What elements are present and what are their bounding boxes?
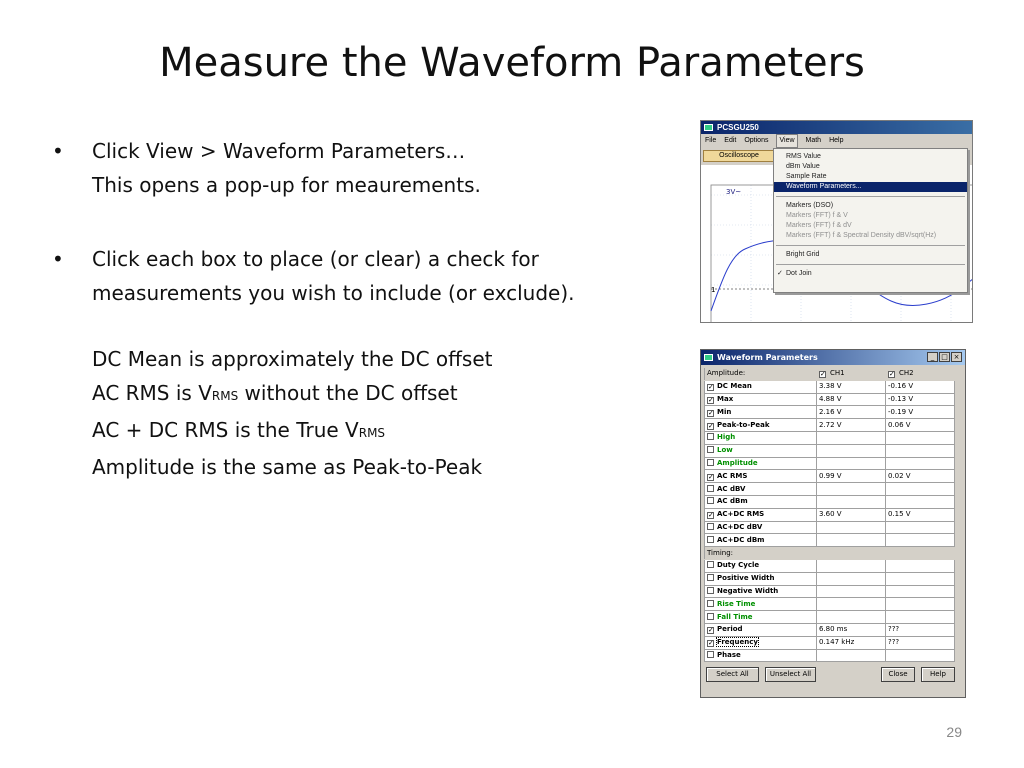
- menu-help[interactable]: Help: [829, 137, 844, 144]
- app-icon: [704, 124, 713, 131]
- menu-item-bright-grid[interactable]: Bright Grid: [786, 251, 820, 258]
- ch2-value: [886, 521, 955, 534]
- timing-header: Timing:: [705, 547, 817, 560]
- param-row-frequency: [705, 636, 955, 649]
- param-name-cell[interactable]: [705, 483, 817, 496]
- ch1-value: [817, 649, 886, 662]
- minimize-icon[interactable]: _: [927, 352, 938, 362]
- bullet-text: • Click each box to place (or clear) a check for: [92, 247, 539, 271]
- param-name-cell[interactable]: [705, 508, 817, 521]
- ch2-value: [886, 483, 955, 496]
- param-checkbox[interactable]: [707, 497, 714, 504]
- ch1-value: [817, 495, 886, 508]
- bullet-view-menu: [52, 134, 662, 202]
- param-checkbox[interactable]: [707, 613, 714, 620]
- menu-item-markers-fft-density[interactable]: Markers (FFT) f & Spectral Density dBV/sqrt(Hz): [786, 232, 937, 239]
- ch1-value: [817, 483, 886, 496]
- ch1-value: [817, 444, 886, 457]
- ch1-value: [817, 598, 886, 611]
- ch1-value: [817, 611, 886, 624]
- dialog-title-bar: [701, 350, 965, 365]
- ch2-value: -0.13 V: [886, 393, 955, 406]
- param-checkbox[interactable]: ✓: [708, 395, 714, 404]
- maximize-icon[interactable]: □: [939, 352, 950, 362]
- ch2-value: 0.02 V: [886, 470, 955, 483]
- param-label: Frequency: [717, 638, 758, 647]
- param-checkbox[interactable]: [707, 587, 714, 594]
- checkmark-icon: ✓: [777, 270, 783, 277]
- ch2-value: [886, 598, 955, 611]
- note-ac-rms: AC RMS is VRMS without the DC offset: [92, 381, 458, 405]
- menu-item-rms-value[interactable]: RMS Value: [786, 153, 821, 160]
- param-checkbox[interactable]: ✓: [708, 472, 714, 481]
- param-row-max: [705, 393, 955, 406]
- ch2-value: [886, 585, 955, 598]
- param-row-ac-dbm: [705, 495, 955, 508]
- param-name-cell[interactable]: [705, 457, 817, 470]
- param-checkbox[interactable]: ✓: [708, 626, 714, 635]
- bullet-text: • Click View > Waveform Parameters…: [92, 139, 466, 163]
- param-label: Positive Width: [717, 574, 775, 583]
- param-label: Duty Cycle: [717, 561, 760, 570]
- ch1-value: 0.147 kHz: [817, 636, 886, 649]
- ch1-value: [817, 534, 886, 547]
- param-label: Amplitude: [717, 458, 758, 467]
- menu-item-dbm-value[interactable]: dBm Value: [786, 163, 820, 170]
- ch1-header[interactable]: [817, 368, 886, 381]
- menu-item-sample-rate[interactable]: Sample Rate: [786, 173, 827, 180]
- menu-separator: [776, 245, 965, 246]
- ch1-value: [817, 585, 886, 598]
- param-checkbox[interactable]: [707, 574, 714, 581]
- param-row-ac-rms: [705, 470, 955, 483]
- param-label: AC dBV: [717, 484, 746, 493]
- dialog-title: Waveform Parameters: [717, 353, 818, 362]
- help-button[interactable]: Help: [921, 667, 955, 682]
- param-row-amplitude: [705, 457, 955, 470]
- param-checkbox[interactable]: ✓: [708, 639, 714, 648]
- ch2-value: ???: [886, 623, 955, 636]
- param-row-ac-dc-rms: [705, 508, 955, 521]
- param-row-ac-dc-dbv: [705, 521, 955, 534]
- param-checkbox[interactable]: [707, 561, 714, 568]
- param-label: Max: [717, 394, 734, 403]
- param-row-ac-dbv: [705, 483, 955, 496]
- ch2-value: [886, 431, 955, 444]
- pcsgu-title: PCSGU250: [717, 123, 759, 132]
- ch1-value: [817, 572, 886, 585]
- param-label: AC+DC RMS: [717, 510, 765, 519]
- menu-item-markers-dso[interactable]: Markers (DSO): [786, 202, 834, 209]
- param-name-cell[interactable]: [705, 559, 817, 572]
- param-checkbox[interactable]: [707, 536, 714, 543]
- ch2-value: -0.19 V: [886, 406, 955, 419]
- param-label: Peak-to-Peak: [717, 420, 770, 429]
- timing-header-row: [705, 547, 955, 560]
- param-name-cell[interactable]: [705, 636, 817, 649]
- menu-item-dot-join[interactable]: [774, 269, 967, 279]
- param-label: AC RMS: [717, 471, 748, 480]
- param-name-cell[interactable]: [705, 393, 817, 406]
- menu-file[interactable]: File: [705, 137, 717, 144]
- bullet-list: [52, 134, 662, 484]
- param-name-cell[interactable]: [705, 534, 817, 547]
- ch1-value: 0.99 V: [817, 470, 886, 483]
- param-label: AC+DC dBV: [717, 522, 763, 531]
- ch1-value: [817, 431, 886, 444]
- ch1-value: 3.38 V: [817, 380, 886, 393]
- amplitude-header: Amplitude:: [705, 368, 817, 381]
- param-name-cell[interactable]: [705, 380, 817, 393]
- unselect-all-button[interactable]: Unselect All: [765, 667, 816, 682]
- ch2-value: 0.15 V: [886, 508, 955, 521]
- param-name-cell[interactable]: [705, 585, 817, 598]
- param-checkbox[interactable]: [707, 523, 714, 530]
- menu-edit[interactable]: Edit: [724, 137, 737, 144]
- param-label: Rise Time: [717, 599, 756, 608]
- param-row-min: [705, 406, 955, 419]
- param-label: AC dBm: [717, 497, 748, 506]
- ch1-value: [817, 457, 886, 470]
- select-all-button[interactable]: Select All: [706, 667, 759, 682]
- param-checkbox[interactable]: ✓: [708, 408, 714, 417]
- ch2-value: [886, 457, 955, 470]
- param-row-fall-time: [705, 611, 955, 624]
- oscilloscope-button[interactable]: Oscilloscope: [703, 150, 775, 162]
- param-name-cell[interactable]: [705, 406, 817, 419]
- param-checkbox[interactable]: [707, 651, 714, 658]
- ch2-value: 0.06 V: [886, 419, 955, 432]
- menu-item-markers-fft-fdv[interactable]: Markers (FFT) f & dV: [786, 222, 852, 229]
- param-name-cell[interactable]: [705, 649, 817, 662]
- param-row-ac-dc-dbm: [705, 534, 955, 547]
- page-number: 29: [946, 724, 962, 740]
- close-icon[interactable]: ×: [951, 352, 962, 362]
- subscript-rms: RMS: [211, 389, 239, 403]
- ch1-value: 2.72 V: [817, 419, 886, 432]
- param-label: DC Mean: [717, 382, 752, 391]
- bullet-text: This opens a pop-up for meaurements.: [92, 173, 481, 197]
- app-icon: [704, 354, 713, 361]
- param-row-low: [705, 444, 955, 457]
- amplitude-header-row: [705, 368, 955, 381]
- menu-separator: [776, 196, 965, 197]
- ch2-label: CH2: [899, 369, 914, 378]
- param-name-cell[interactable]: [705, 623, 817, 636]
- ch2-value: ???: [886, 636, 955, 649]
- param-label: Fall Time: [717, 612, 753, 621]
- menu-view[interactable]: View: [776, 134, 797, 148]
- param-label: Period: [717, 625, 743, 634]
- param-name-cell[interactable]: [705, 470, 817, 483]
- pcsgu-menu-bar: [701, 134, 972, 148]
- note-amplitude: Amplitude is the same as Peak-to-Peak: [92, 455, 483, 479]
- menu-item-waveform-parameters[interactable]: Waveform Parameters...: [774, 182, 967, 192]
- param-name-cell[interactable]: [705, 431, 817, 444]
- note-dc-mean: DC Mean is approximately the DC offset: [92, 347, 493, 371]
- ch2-value: [886, 534, 955, 547]
- param-name-cell[interactable]: [705, 598, 817, 611]
- param-label: High: [717, 433, 736, 442]
- note-acdc-rms: AC + DC RMS is the True VRMS: [92, 418, 386, 442]
- param-label: AC+DC dBm: [717, 535, 765, 544]
- menu-item-label: Dot Join: [786, 270, 812, 277]
- param-label: Min: [717, 407, 732, 416]
- scope-volt-label: 3V~: [726, 188, 742, 196]
- param-row-positive-width: [705, 572, 955, 585]
- param-name-cell[interactable]: [705, 611, 817, 624]
- ch1-value: 2.16 V: [817, 406, 886, 419]
- param-checkbox[interactable]: [707, 485, 714, 492]
- ch2-checkbox[interactable]: ✓: [889, 370, 895, 379]
- param-checkbox[interactable]: ✓: [708, 421, 714, 430]
- view-dropdown-menu: [773, 148, 968, 293]
- param-row-phase: [705, 649, 955, 662]
- param-checkbox[interactable]: ✓: [708, 511, 714, 520]
- menu-separator: [776, 264, 965, 265]
- menu-options[interactable]: Options: [744, 137, 769, 144]
- param-row-negative-width: [705, 585, 955, 598]
- param-checkbox[interactable]: [707, 459, 714, 466]
- ch1-value: 6.80 ms: [817, 623, 886, 636]
- close-button[interactable]: Close: [881, 667, 915, 682]
- param-checkbox[interactable]: ✓: [708, 383, 714, 392]
- param-name-cell[interactable]: [705, 521, 817, 534]
- param-row-rise-time: [705, 598, 955, 611]
- marker-label: 1: [711, 286, 716, 294]
- ch2-value: [886, 649, 955, 662]
- param-row-dc-mean: [705, 380, 955, 393]
- ch2-value: [886, 559, 955, 572]
- measurement-notes: [52, 342, 662, 484]
- ch2-value: [886, 444, 955, 457]
- ch2-value: [886, 495, 955, 508]
- ch1-checkbox[interactable]: ✓: [820, 370, 826, 379]
- slide-title: Measure the Waveform Parameters: [159, 40, 865, 86]
- param-label: Negative Width: [717, 586, 779, 595]
- waveform-parameters-dialog: [700, 349, 966, 698]
- ch2-value: [886, 572, 955, 585]
- param-row-period: [705, 623, 955, 636]
- ch2-value: -0.16 V: [886, 380, 955, 393]
- ch2-header[interactable]: [886, 368, 955, 381]
- ch1-value: 4.88 V: [817, 393, 886, 406]
- pcsgu-title-bar: [701, 121, 972, 134]
- param-row-peak-to-peak: [705, 419, 955, 432]
- ch1-label: CH1: [830, 369, 845, 378]
- menu-math[interactable]: Math: [805, 137, 822, 144]
- param-row-high: [705, 431, 955, 444]
- ch1-value: 3.60 V: [817, 508, 886, 521]
- param-label: Phase: [717, 650, 741, 659]
- param-checkbox[interactable]: [707, 433, 714, 440]
- ch2-value: [886, 611, 955, 624]
- subscript-rms: RMS: [358, 426, 386, 440]
- param-label: Low: [717, 446, 733, 455]
- menu-item-markers-fft-fv[interactable]: Markers (FFT) f & V: [786, 212, 848, 219]
- param-row-duty-cycle: [705, 559, 955, 572]
- ch1-value: [817, 521, 886, 534]
- param-checkbox[interactable]: [707, 446, 714, 453]
- param-checkbox[interactable]: [707, 600, 714, 607]
- param-name-cell[interactable]: [705, 444, 817, 457]
- bullet-text: measurements you wish to include (or exclude).: [92, 281, 575, 305]
- param-name-cell[interactable]: [705, 495, 817, 508]
- window-controls: [927, 352, 962, 362]
- bullet-checkboxes: [52, 242, 662, 310]
- param-name-cell[interactable]: [705, 419, 817, 432]
- parameters-table: [704, 367, 955, 662]
- param-name-cell[interactable]: [705, 572, 817, 585]
- ch1-value: [817, 559, 886, 572]
